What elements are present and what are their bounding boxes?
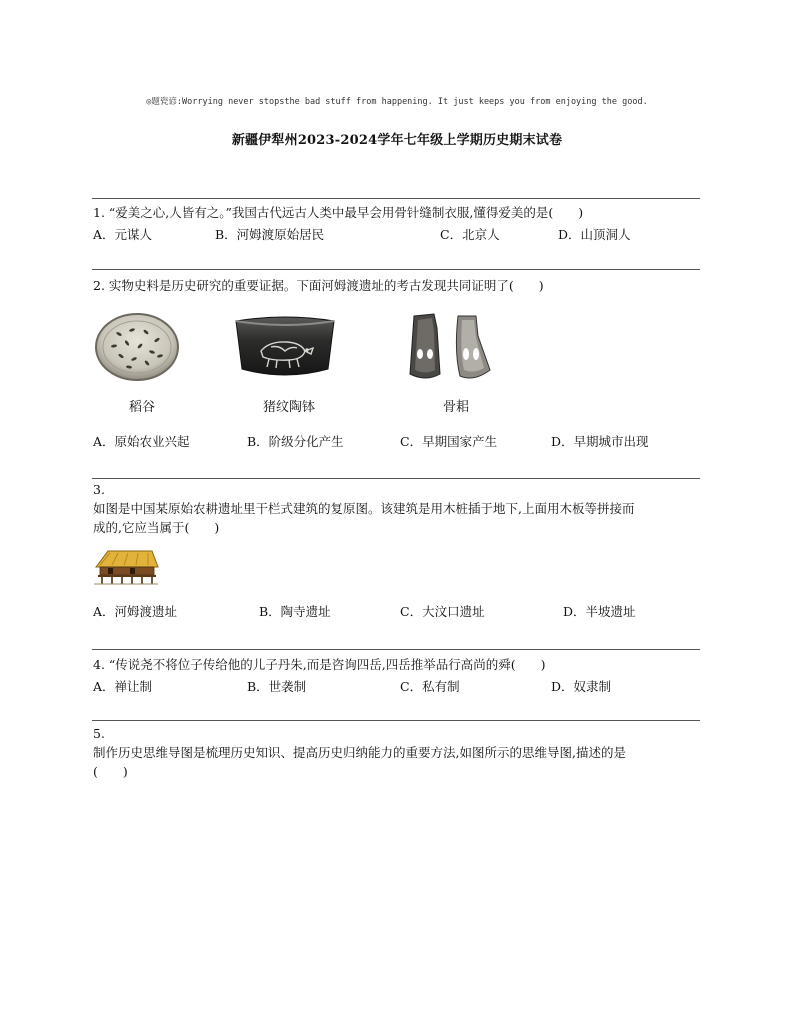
divider <box>92 478 700 479</box>
q3-option-d[interactable]: D．半坡遗址 <box>563 604 636 619</box>
q4-option-b[interactable]: B．世袭制 <box>247 679 307 694</box>
stilt-house-icon <box>92 549 160 585</box>
page-title: 新疆伊犁州2023-2024学年七年级上学期历史期末试卷 <box>231 133 563 148</box>
question-3-number: 3. <box>93 482 105 497</box>
question-5-number: 5. <box>93 726 105 741</box>
question-3-stem-line2: 成的,它应当属于( ) <box>93 520 220 535</box>
divider <box>92 269 700 270</box>
question-1-stem: 1. “爱美之心,人皆有之。”我国古代远古人类中最早会用骨针缝制衣服,懂得爱美的是( ) <box>93 205 584 220</box>
q2-option-a[interactable]: A．原始农业兴起 <box>93 434 190 449</box>
divider <box>92 198 700 199</box>
question-5-stem-line2: ( ) <box>93 764 128 779</box>
q4-option-d[interactable]: D．奴隶制 <box>551 679 612 694</box>
q2-option-d[interactable]: D．早期城市出现 <box>551 434 649 449</box>
caption-bone-spade: 骨耜 <box>442 400 469 415</box>
q3-option-b[interactable]: B．陶寺遗址 <box>259 604 331 619</box>
q4-option-a[interactable]: A．禅让制 <box>93 679 153 694</box>
divider <box>92 649 700 650</box>
divider <box>92 720 700 721</box>
q2-option-b[interactable]: B．阶级分化产生 <box>247 434 344 449</box>
caption-rice: 稻谷 <box>128 400 155 415</box>
q3-option-c[interactable]: C．大汶口遗址 <box>400 604 485 619</box>
q1-option-a[interactable]: A．元谋人 <box>93 227 153 242</box>
q2-option-c[interactable]: C．早期国家产生 <box>400 434 498 449</box>
q1-option-c[interactable]: C．北京人 <box>440 227 500 242</box>
question-2-stem: 2. 实物史料是历史研究的重要证据。下面河姆渡遗址的考古发现共同证明了( ) <box>93 278 544 293</box>
question-4-stem: 4. “传说尧不将位子传给他的儿子丹朱,而是咨询四岳,四岳推举品行高尚的舜( ) <box>93 657 546 672</box>
q4-option-c[interactable]: C．私有制 <box>400 679 460 694</box>
question-3-stem-line1: 如图是中国某原始农耕遗址里干栏式建筑的复原图。该建筑是用木桩插于地下,上面用木板等拼接而 <box>93 501 635 516</box>
q1-option-b[interactable]: B．河姆渡原始居民 <box>215 227 325 242</box>
rice-grain-plate-icon <box>94 310 180 382</box>
question-5-stem-line1: 制作历史思维导图是梳理历史知识、提高历史归纳能力的重要方法,如图所示的思维导图,描述的是 <box>93 745 626 760</box>
pig-pattern-bowl-icon <box>233 315 337 381</box>
bone-spade-icon <box>404 312 496 384</box>
header-quote: ◎题瓷谚:Worrying never stopsthe bad stuff from happening. It just keeps you from enjoying the good. <box>146 97 648 107</box>
caption-pig-bowl: 猪纹陶钵 <box>262 400 315 415</box>
q1-option-d[interactable]: D．山顶洞人 <box>558 227 631 242</box>
q3-option-a[interactable]: A．河姆渡遗址 <box>93 604 178 619</box>
